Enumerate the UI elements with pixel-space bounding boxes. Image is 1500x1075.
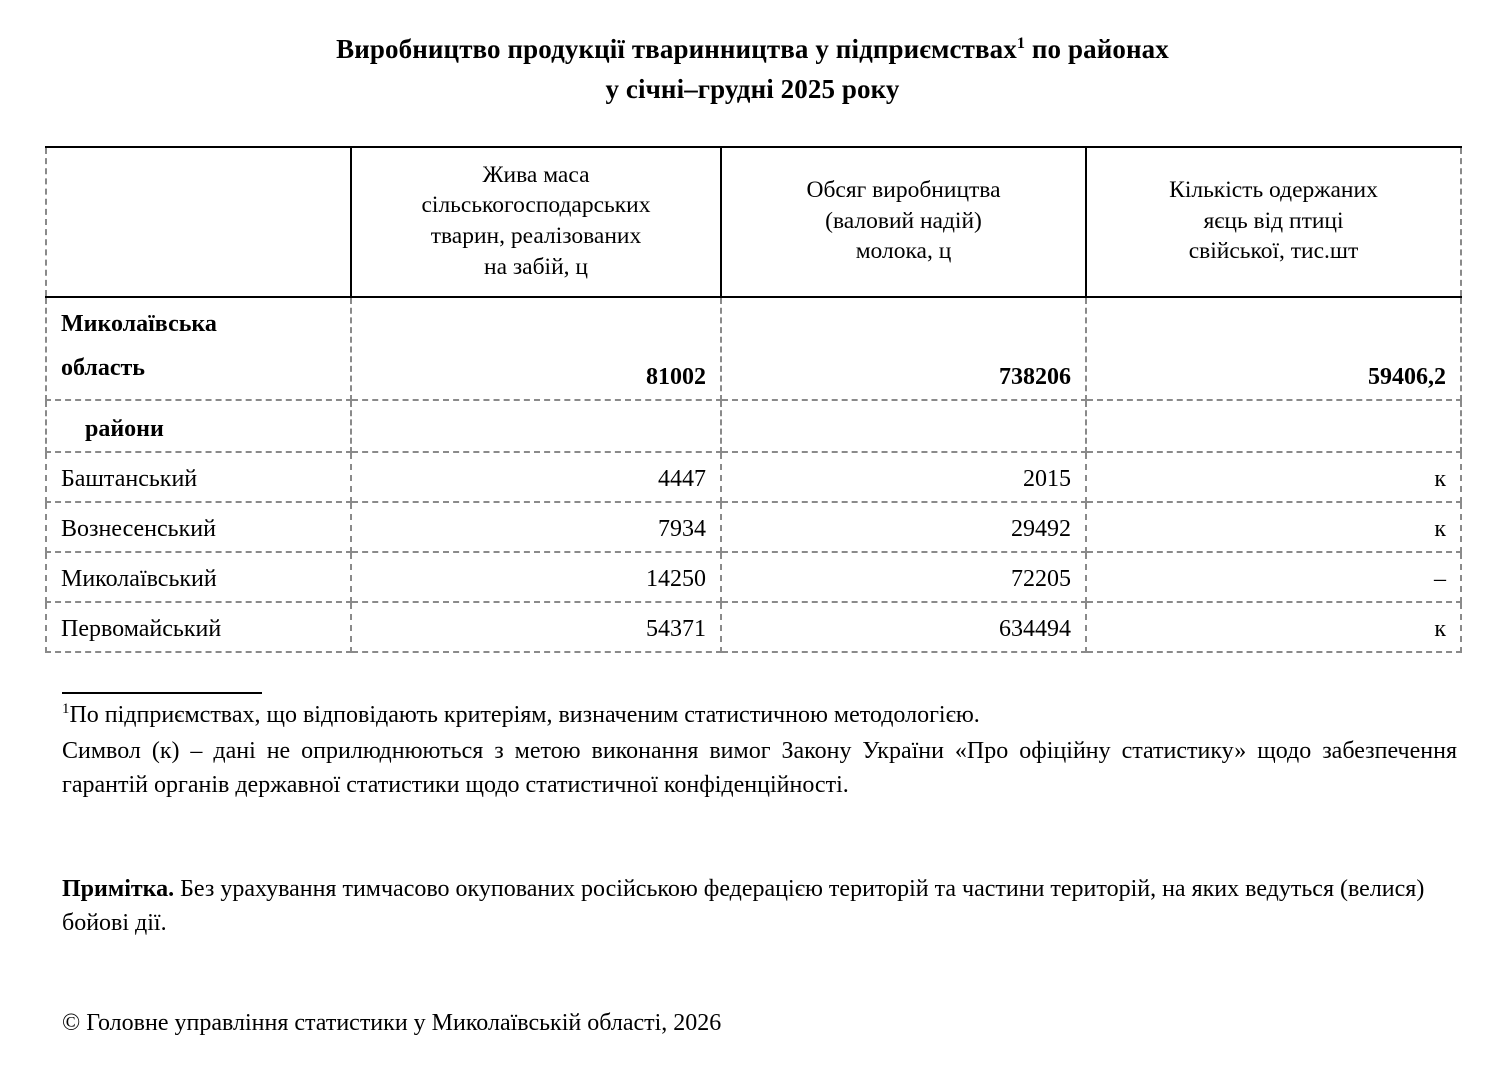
column-header-milk-line-1: Обсяг виробництва <box>806 177 1001 204</box>
district-name: Баштанський <box>46 452 351 502</box>
district-meat: 14250 <box>351 552 721 602</box>
note-block <box>62 872 1457 940</box>
footnote-marker: 1 <box>62 701 70 717</box>
column-header-eggs-line-1: Кількість одержаних <box>1169 177 1378 204</box>
column-header-milk-line-2: (валовий надій) <box>825 207 982 234</box>
table-row <box>46 452 1461 502</box>
note-text: Без урахування тимчасово окупованих російською федерацією територій та частини територій, на яких ведуться (велися) бойові дії. <box>62 876 1425 937</box>
region-total-name-line-1: Миколаївська <box>61 311 217 337</box>
district-eggs: к <box>1086 452 1461 502</box>
districts-subheader-eggs <box>1086 400 1461 452</box>
footnote-1 <box>62 698 1457 732</box>
copyright-line: © Головне управління статистики у Миколаївській області, 2026 <box>62 1010 722 1036</box>
column-header-meat-line-1: Жива маса <box>482 161 590 188</box>
column-header-meat-line-3: тварин, реалізованих <box>430 223 642 249</box>
column-header-meat-line-4: на забій, ц <box>484 253 588 280</box>
region-total-name-line-2: область <box>61 355 145 382</box>
page-title-line-1-tail: по районах <box>1025 34 1169 64</box>
page-title-line-1: Виробництво продукції тваринництва у підприємствах <box>336 34 1017 64</box>
column-header-eggs-line-2: яєць від птиці <box>1203 207 1344 234</box>
page-title <box>45 30 1460 110</box>
table-row <box>46 602 1461 652</box>
district-eggs: к <box>1086 502 1461 552</box>
livestock-production-table <box>45 146 1462 653</box>
district-name: Первомайський <box>46 602 351 652</box>
table-row-region-total <box>46 297 1461 400</box>
region-total-meat: 81002 <box>351 297 721 400</box>
footnote-1-text: По підприємствах, що відповідають критеріям, визначеним статистичною методологією. <box>69 702 980 728</box>
district-milk: 634494 <box>721 602 1086 652</box>
districts-subheader-meat <box>351 400 721 452</box>
table-body <box>46 297 1461 652</box>
footnote-symbol-k: Символ (к) – дані не оприлюднюються з метою виконання вимог Закону України «Про офіційну статистику» щодо забезпечення гарантій органів державної статистики щодо статистичної конфіденційності. <box>62 738 1457 799</box>
district-eggs: к <box>1086 602 1461 652</box>
footnotes-block <box>62 698 1457 802</box>
table-header-row <box>46 147 1461 297</box>
column-header-milk-line-3: молока, ц <box>855 238 952 265</box>
district-milk: 2015 <box>721 452 1086 502</box>
column-header-meat-line-2: сільськогосподарських <box>421 192 651 219</box>
district-name: Миколаївський <box>46 552 351 602</box>
districts-subheader-label: райони <box>46 400 351 452</box>
district-meat: 4447 <box>351 452 721 502</box>
note-label: Примітка. <box>62 876 175 902</box>
column-header-eggs-line-3: свійської, тис.шт <box>1188 238 1359 265</box>
district-milk: 29492 <box>721 502 1086 552</box>
region-total-name <box>46 297 351 400</box>
table-row-districts-subheader <box>46 400 1461 452</box>
column-header-milk <box>721 147 1086 297</box>
table-row <box>46 552 1461 602</box>
district-eggs: – <box>1086 552 1461 602</box>
table-header <box>46 147 1461 297</box>
district-name: Вознесенський <box>46 502 351 552</box>
district-meat: 7934 <box>351 502 721 552</box>
page-title-line-2: у січні–грудні 2025 року <box>605 73 900 104</box>
district-milk: 72205 <box>721 552 1086 602</box>
districts-subheader-milk <box>721 400 1086 452</box>
column-header-region <box>46 147 351 297</box>
region-total-eggs: 59406,2 <box>1086 297 1461 400</box>
district-meat: 54371 <box>351 602 721 652</box>
table-row <box>46 502 1461 552</box>
column-header-meat <box>351 147 721 297</box>
region-total-milk: 738206 <box>721 297 1086 400</box>
footnote-separator-rule <box>62 692 262 694</box>
column-header-eggs <box>1086 147 1461 297</box>
title-footnote-marker: 1 <box>1016 34 1026 52</box>
